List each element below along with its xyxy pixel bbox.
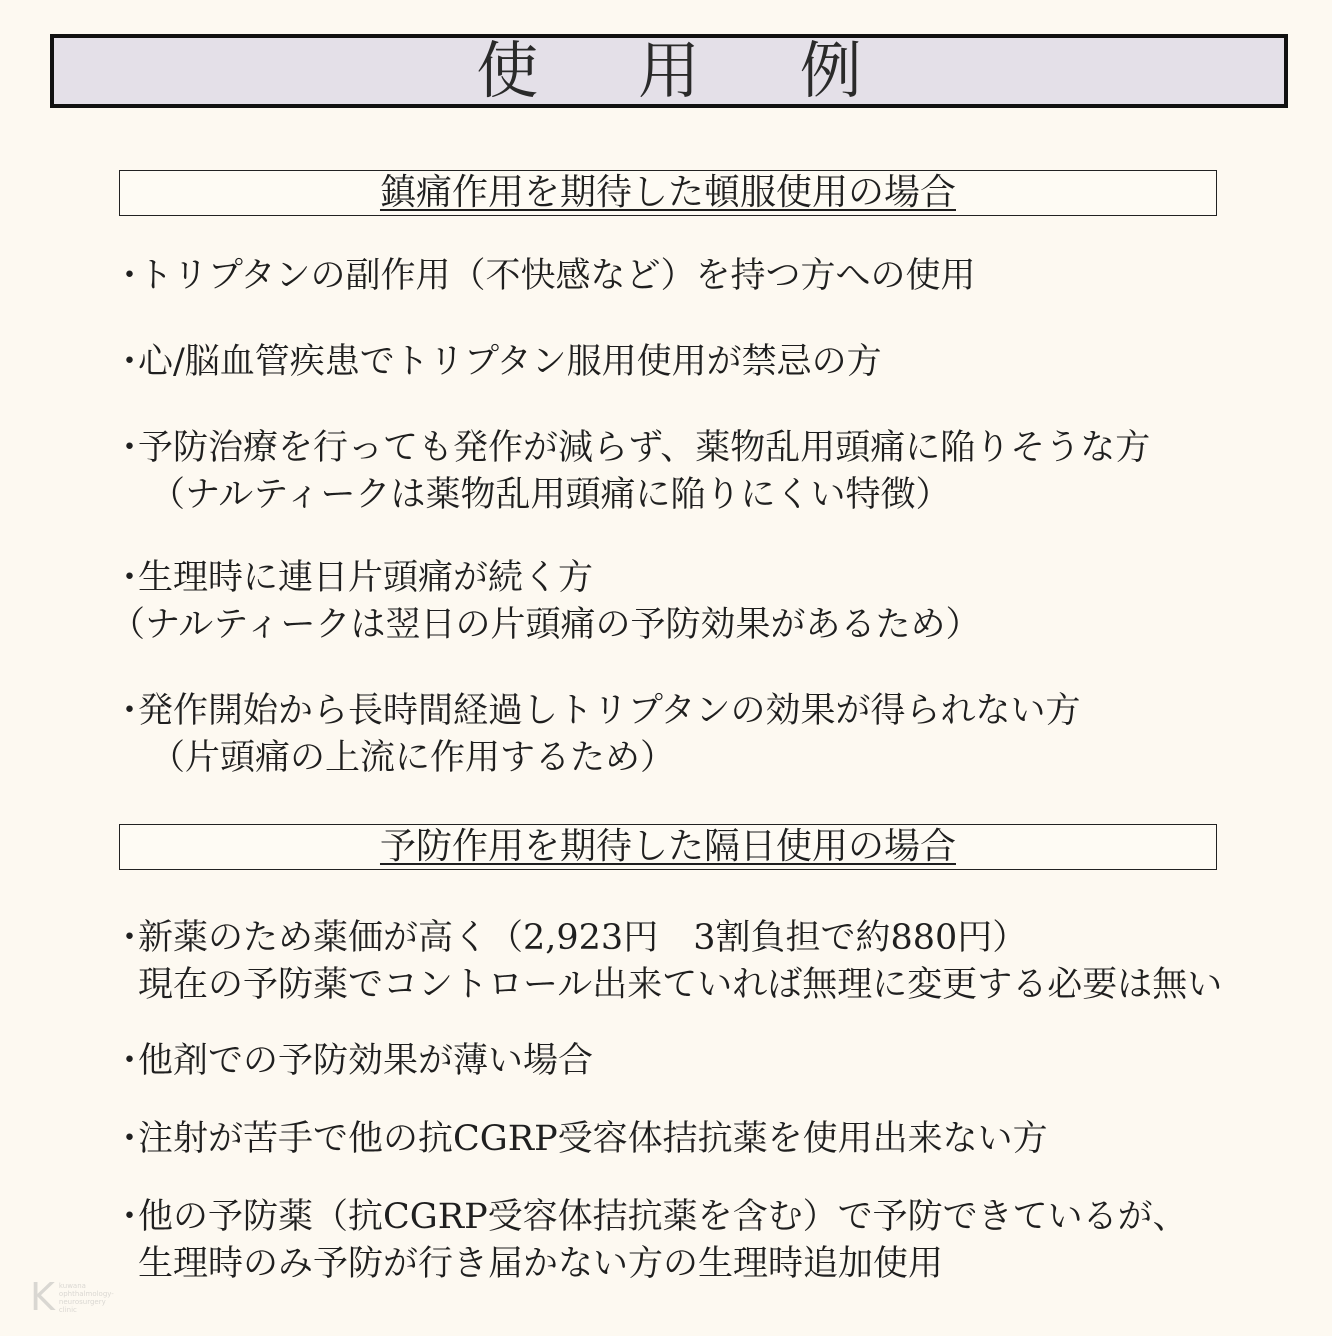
bullet: ・ — [112, 1197, 148, 1237]
bullet: ・ — [112, 918, 148, 958]
bullet: ・ — [112, 1119, 148, 1159]
list-item-note: （片頭痛の上流に作用するため） — [150, 738, 676, 778]
bullet: ・ — [112, 428, 148, 468]
list-item-text: 生理時に連日片頭痛が続く方 — [138, 558, 594, 598]
list-item — [112, 555, 980, 649]
list-item-note: 現在の予防薬でコントロール出来ていれば無理に変更する必要は無い — [138, 965, 1223, 1005]
list-item-text: 注射が苦手で他の抗CGRP受容体拮抗薬を使用出来ない方 — [138, 1119, 1048, 1159]
bullet: ・ — [112, 1041, 148, 1081]
bullet: ・ — [112, 256, 148, 296]
logo-mark: K — [30, 1275, 55, 1319]
list-item-text: 心/脳血管疾患でトリプタン服用使用が禁忌の方 — [138, 342, 882, 382]
list-item-text: トリプタンの副作用（不快感など）を持つ方への使用 — [138, 256, 976, 296]
section-heading-2: 予防作用を期待した隔日使用の場合 — [379, 826, 956, 867]
section-heading-1: 鎮痛作用を期待した頓服使用の場合 — [379, 172, 956, 213]
page-title: 使 用 例 — [476, 34, 902, 107]
list-item-text: 他剤での予防効果が薄い場合 — [138, 1041, 594, 1081]
title-banner — [50, 34, 1288, 108]
bullet: ・ — [112, 691, 148, 731]
list-item-text: 発作開始から長時間経過しトリプタンの効果が得られない方 — [138, 691, 1081, 731]
bullet: ・ — [112, 558, 148, 598]
list-item — [112, 253, 976, 300]
list-item-text: 新薬のため薬価が高く（2,923円 3割負担で約880円） — [138, 918, 1028, 958]
list-item — [112, 1194, 1188, 1288]
list-item-text: 予防治療を行っても発作が減らず、薬物乱用頭痛に陥りそうな方 — [138, 428, 1151, 468]
list-item-note: （ナルティークは翌日の片頭痛の予防効果があるため） — [110, 605, 981, 645]
clinic-logo — [30, 1275, 114, 1319]
bullet: ・ — [112, 342, 148, 382]
list-item-note: 生理時のみ予防が行き届かない方の生理時追加使用 — [138, 1244, 944, 1284]
section-heading-box-2 — [119, 824, 1217, 870]
list-item-note: （ナルティークは薬物乱用頭痛に陥りにくい特徴） — [150, 475, 951, 515]
list-item — [112, 1116, 1048, 1163]
section-heading-box-1 — [119, 170, 1217, 216]
logo-text: kuwana ophthalmology- neurosurgery clinic — [58, 1282, 114, 1314]
list-item-text: 他の予防薬（抗CGRP受容体拮抗薬を含む）で予防できているが、 — [138, 1197, 1188, 1237]
list-item — [112, 425, 1150, 519]
list-item — [112, 1038, 593, 1085]
list-item — [112, 688, 1081, 782]
list-item — [112, 339, 882, 386]
list-item — [112, 915, 1222, 1009]
